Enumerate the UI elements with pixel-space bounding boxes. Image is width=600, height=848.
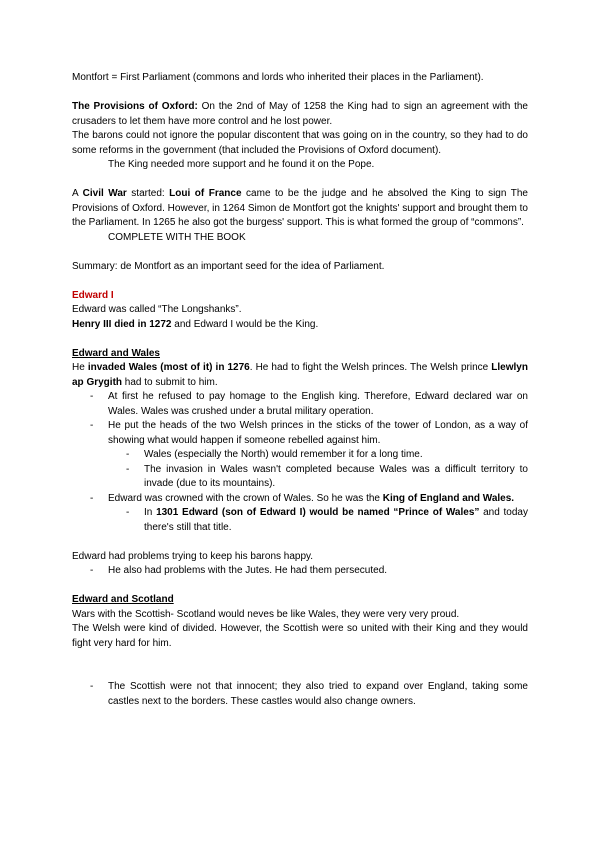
dash-marker: - [126, 449, 130, 460]
dash-marker: - [90, 391, 94, 402]
dash-marker: - [90, 565, 94, 576]
dash-marker: - [90, 681, 94, 692]
civil-war-c: started: [126, 188, 170, 199]
wales-bullet-list-2 [72, 492, 528, 507]
list-item [72, 448, 528, 463]
document-body [72, 71, 528, 709]
llewlyn-name: Llewlyn ap Grygith [72, 362, 528, 388]
henry-died-bold: Henry III died in 1272 [72, 318, 172, 330]
wales-sub-1: Wales (especially the North) would remember it for a long time. [144, 449, 423, 460]
list-item [72, 492, 528, 507]
list-item [72, 680, 528, 709]
wales-bullet-list [72, 390, 528, 448]
line-barons-problems: Edward had problems trying to keep his barons happy. [72, 550, 314, 562]
dash-marker: - [90, 420, 94, 431]
paragraph-civil-war [72, 187, 528, 231]
line-henry-died [72, 318, 528, 333]
heading-edward-and-wales: Edward and Wales [72, 347, 160, 359]
list-item [72, 419, 528, 448]
provisions-heading: The Provisions of Oxford: [72, 101, 198, 112]
dash-marker: - [126, 463, 130, 475]
jutes-list [72, 564, 528, 579]
list-item [72, 506, 528, 535]
civil-war-term: Civil War [82, 188, 127, 199]
prince-of-wales-bold: 1301 Edward (son of Edward I) would be named “Prince of Wales” [156, 507, 480, 518]
line-wars-scottish: Wars with the Scottish- Scotland would neves be like Wales, they were very very proud. [72, 608, 460, 620]
civil-war-e: came to be the judge and he absolved the King to sign The Provisions of Oxford. However, in 1264 Simon de Montfort got the knights' support and brought them to the Parliament. In 1265 he also got the burgess' support. This is what formed the group of “commons”. [72, 188, 528, 228]
list-item [72, 564, 528, 579]
paragraph-invaded-wales [72, 361, 528, 390]
paragraph-summary: Summary: de Montfort as an important seed for the idea of Parliament. [72, 260, 385, 272]
list-item [72, 463, 528, 492]
wales-sub-list [72, 448, 528, 492]
wales-sub-list-2 [72, 506, 528, 535]
wales-bullet-2: He put the heads of the two Welsh princes in the sticks of the tower of London, as a way of showing what would happen if someone rebelled against him. [108, 420, 528, 446]
wales-intro-a: He [72, 362, 88, 373]
heading-edward-and-scotland: Edward and Scotland [72, 594, 174, 605]
scotland-bullet-list [72, 680, 528, 709]
list-item [72, 390, 528, 419]
henry-died-rest: and Edward I would be the King. [171, 318, 319, 330]
wales-intro-b: invaded Wales (most of it) in 1276 [87, 362, 250, 373]
paragraph-provisions-of-oxford [72, 100, 528, 129]
king-england-wales: King of England and Wales. [382, 492, 515, 504]
loui-of-france: Loui of France [169, 188, 242, 199]
paragraph-king-pope: The King needed more support and he found it on the Pope. [108, 159, 375, 170]
dash-marker: - [126, 507, 130, 518]
jutes-bullet: He also had problems with the Jutes. He had them persecuted. [108, 565, 388, 576]
wales-intro-e: had to submit to him. [122, 376, 218, 388]
wales-sub-3c: and today there's still that title. [144, 507, 528, 533]
wales-intro-c: . He had to fight the Welsh princes. The Welsh prince [249, 362, 492, 373]
wales-sub-2: The invasion in Wales wasn't completed because Wales was a difficult territory to invade (due to its mountains). [144, 463, 528, 489]
paragraph-barons-discontent: The barons could not ignore the popular discontent that was going on in the country, so they had to do some reforms in the government (that included the Provisions of Oxford document). [72, 130, 528, 156]
wales-sub-3a: In [144, 507, 157, 518]
paragraph-welsh-divided: The Welsh were kind of divided. However, the Scottish were so united with their King and they would fight very hard for him. [72, 623, 528, 649]
paragraph-montfort-parliament: Montfort = First Parliament (commons and lords who inherited their places in the Parliament). [72, 72, 484, 83]
note-complete-with-book: COMPLETE WITH THE BOOK [108, 231, 246, 243]
scotland-bullet-1: The Scottish were not that innocent; they also tried to expand over England, taking some castles next to the borders. These castles would also change owners. [108, 681, 528, 707]
heading-edward-i: Edward I [72, 289, 114, 301]
wales-bullet-1: At first he refused to pay homage to the English king. Therefore, Edward declared war on Wales. Wales was crushed under a brutal military operation. [108, 391, 528, 417]
dash-marker: - [90, 492, 94, 504]
civil-war-a: A [72, 188, 83, 199]
line-longshanks: Edward was called “The Longshanks”. [72, 304, 242, 315]
wales-bullet-3a: Edward was crowned with the crown of Wales. So he was the [108, 492, 383, 504]
provisions-text: On the 2nd of May of 1258 the King had to sign an agreement with the crusaders to let them have more control and he lost power. [72, 101, 528, 127]
